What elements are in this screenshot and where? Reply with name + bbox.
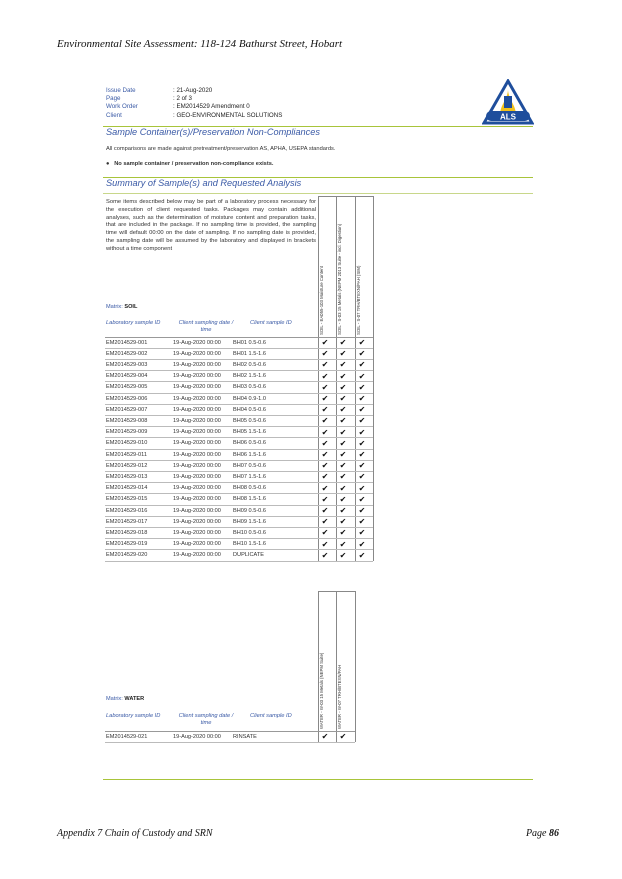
sampling-date: 19-Aug-2020 00:00 (173, 485, 221, 492)
table-row (105, 382, 376, 393)
meta-row (106, 95, 282, 103)
client-sample-id: BH04 0.5-0.6 (233, 406, 266, 413)
check-icon: ✔ (321, 732, 329, 742)
table-row (105, 471, 376, 482)
table-row (105, 494, 376, 505)
check-icon: ✔ (339, 382, 347, 392)
check-icon: ✔ (321, 360, 329, 370)
lab-sample-id: EM2014529-010 (106, 440, 148, 447)
check-icon: ✔ (339, 427, 347, 437)
table-row (105, 348, 376, 359)
lab-sample-id: EM2014529-020 (106, 552, 148, 559)
check-icon: ✔ (358, 416, 366, 426)
client-sample-id: DUPLICATE (233, 552, 264, 559)
check-icon: ✔ (321, 394, 329, 404)
lab-sample-id: EM2014529-017 (106, 518, 148, 525)
meta-row (106, 87, 282, 95)
table-row (105, 359, 376, 370)
client-sample-id: BH10 0.5-0.6 (233, 529, 266, 536)
check-icon: ✔ (321, 483, 329, 493)
check-icon: ✔ (339, 394, 347, 404)
check-icon: ✔ (321, 539, 329, 549)
client-sample-id: BH05 1.5-1.6 (233, 429, 266, 436)
analysis-header: SOIL - S-07 TRH/BTEXN/PAH (SIM) (356, 265, 361, 335)
check-icon: ✔ (358, 338, 366, 348)
table-row (105, 731, 376, 742)
check-icon: ✔ (339, 732, 347, 742)
check-icon: ✔ (339, 450, 347, 460)
client-sample-id: BH09 0.5-0.6 (233, 507, 266, 514)
meta-key: Page (106, 95, 121, 103)
footer-appendix: Appendix 7 Chain of Custody and SRN (57, 828, 213, 839)
check-icon: ✔ (358, 394, 366, 404)
check-icon: ✔ (339, 539, 347, 549)
matrix-label-soil: Matrix: SOIL (106, 304, 138, 310)
check-icon: ✔ (339, 438, 347, 448)
check-icon: ✔ (321, 416, 329, 426)
check-icon: ✔ (358, 472, 366, 482)
check-icon: ✔ (339, 338, 347, 348)
lab-sample-id: EM2014529-008 (106, 417, 148, 424)
meta-value: : 2 of 3 (173, 95, 192, 103)
lab-sample-id: EM2014529-003 (106, 361, 148, 368)
als-logo (482, 79, 534, 127)
sampling-date: 19-Aug-2020 00:00 (173, 541, 221, 548)
client-sample-id: BH02 1.5-1.6 (233, 373, 266, 380)
check-icon: ✔ (358, 405, 366, 415)
col-head-client-id: Client sample ID (250, 320, 292, 326)
section-title-summary: Summary of Sample(s) and Requested Analysis (106, 178, 302, 188)
check-icon: ✔ (339, 550, 347, 560)
divider (103, 193, 533, 194)
sampling-date: 19-Aug-2020 00:00 (173, 339, 221, 346)
table-row (105, 539, 376, 550)
footer-page-number: Page 86 (525, 828, 559, 839)
sampling-date: 19-Aug-2020 00:00 (173, 406, 221, 413)
check-icon: ✔ (321, 550, 329, 560)
sampling-date: 19-Aug-2020 00:00 (173, 429, 221, 436)
check-icon: ✔ (321, 472, 329, 482)
client-sample-id: BH10 1.5-1.6 (233, 541, 266, 548)
table-row (105, 427, 376, 438)
client-sample-id: BH07 1.5-1.6 (233, 473, 266, 480)
check-icon: ✔ (339, 472, 347, 482)
check-icon: ✔ (339, 349, 347, 359)
check-icon: ✔ (339, 461, 347, 471)
report-meta (106, 87, 282, 120)
sampling-date: 19-Aug-2020 00:00 (173, 733, 221, 740)
sampling-date: 19-Aug-2020 00:00 (173, 462, 221, 469)
lab-sample-id: EM2014529-019 (106, 541, 148, 548)
table-row (105, 337, 376, 348)
check-icon: ✔ (358, 550, 366, 560)
grid-line (355, 591, 356, 742)
table-row (105, 516, 376, 527)
table-row (105, 371, 376, 382)
table-row (105, 550, 376, 561)
check-icon: ✔ (339, 405, 347, 415)
check-icon: ✔ (358, 349, 366, 359)
check-icon: ✔ (339, 494, 347, 504)
lab-sample-id: EM2014529-011 (106, 451, 147, 458)
check-icon: ✔ (321, 528, 329, 538)
section-title-noncompliance: Sample Container(s)/Preservation Non-Compliances (106, 127, 320, 137)
analysis-header: WATER - W-03 15 Metals (NEPM Suite) (319, 652, 324, 729)
table-row (105, 505, 376, 516)
check-icon: ✔ (339, 517, 347, 527)
meta-value: : 21-Aug-2020 (173, 87, 213, 94)
grid-line (318, 196, 373, 197)
check-icon: ✔ (339, 528, 347, 538)
check-icon: ✔ (358, 371, 366, 381)
client-sample-id: BH08 1.5-1.6 (233, 496, 266, 503)
client-sample-id: BH06 0.5-0.6 (233, 440, 266, 447)
table-row (105, 438, 376, 449)
col-head-lab-id: Laboratory sample ID (106, 320, 161, 326)
check-icon: ✔ (358, 461, 366, 471)
sampling-date: 19-Aug-2020 00:00 (173, 552, 221, 559)
check-icon: ✔ (321, 506, 329, 516)
lab-sample-id: EM2014529-014 (106, 485, 148, 492)
client-sample-id: BH05 0.5-0.6 (233, 417, 266, 424)
col-head-lab-id: Laboratory sample ID (106, 713, 161, 719)
lab-sample-id: EM2014529-005 (106, 384, 148, 391)
client-sample-id: BH09 1.5-1.6 (233, 518, 266, 525)
lab-sample-id: EM2014529-018 (106, 529, 148, 536)
client-sample-id: BH07 0.5-0.6 (233, 462, 266, 469)
client-sample-id: BH08 0.5-0.6 (233, 485, 266, 492)
bullet-icon: ● (106, 161, 115, 167)
sampling-date: 19-Aug-2020 00:00 (173, 473, 221, 480)
check-icon: ✔ (321, 371, 329, 381)
table-row (105, 483, 376, 494)
check-icon: ✔ (358, 360, 366, 370)
check-icon: ✔ (321, 461, 329, 471)
sampling-date: 19-Aug-2020 00:00 (173, 518, 221, 525)
check-icon: ✔ (321, 405, 329, 415)
check-icon: ✔ (339, 360, 347, 370)
summary-paragraph: Some items described below may be part of a laboratory process necessary for the execution of client requested tasks. Packages may contain additional analyses, such as the determination of moisture content and preparation tasks, that are included in the package. If no sampling time is provided, the sampling time will default 00:00 on the date of sampling. If no sampling date is provided, the sampling date will be assumed by the laboratory and displayed in brackets without a time component (106, 199, 316, 252)
table-row (105, 415, 376, 426)
meta-value: : EM2014529 Amendment 0 (173, 103, 250, 111)
client-sample-id: BH01 0.5-0.6 (233, 339, 266, 346)
check-icon: ✔ (358, 506, 366, 516)
sampling-date: 19-Aug-2020 00:00 (173, 361, 221, 368)
sampling-date: 19-Aug-2020 00:00 (173, 350, 221, 357)
meta-row (106, 103, 282, 111)
sampling-date: 19-Aug-2020 00:00 (173, 384, 221, 391)
lab-sample-id: EM2014529-004 (106, 373, 148, 380)
check-icon: ✔ (321, 517, 329, 527)
sampling-date: 19-Aug-2020 00:00 (173, 507, 221, 514)
client-sample-id: RINSATE (233, 733, 257, 740)
sampling-date: 19-Aug-2020 00:00 (173, 417, 221, 424)
client-sample-id: BH04 0.9-1.0 (233, 395, 266, 402)
check-icon: ✔ (339, 483, 347, 493)
lab-sample-id: EM2014529-012 (106, 462, 148, 469)
check-icon: ✔ (358, 450, 366, 460)
meta-value: : GEO-ENVIRONMENTAL SOLUTIONS (173, 111, 283, 119)
analysis-header: SOIL - S-03 15 Metals (NEPM 2013 Suite - incl. Digestion) (337, 223, 342, 335)
table-row (105, 449, 376, 460)
col-head-sampling-date: Client sampling date / time (178, 320, 234, 333)
table-row (105, 393, 376, 404)
client-sample-id: BH06 1.5-1.6 (233, 451, 266, 458)
sampling-date: 19-Aug-2020 00:00 (173, 440, 221, 447)
lab-sample-id: EM2014529-015 (106, 496, 148, 503)
check-icon: ✔ (321, 349, 329, 359)
noncompliance-bullet: ● No sample container / preservation non-compliance exists. (106, 161, 274, 167)
check-icon: ✔ (339, 506, 347, 516)
client-sample-id: BH03 0.5-0.6 (233, 384, 266, 391)
lab-sample-id: EM2014529-021 (106, 733, 148, 740)
meta-key: Issue Date (106, 87, 136, 94)
document-header: Environmental Site Assessment: 118-124 Bathurst Street, Hobart (57, 38, 343, 50)
meta-key: Work Order (106, 103, 138, 111)
table-row (105, 404, 376, 415)
lab-sample-id: EM2014529-002 (106, 350, 148, 357)
lab-sample-id: EM2014529-009 (106, 429, 148, 436)
check-icon: ✔ (321, 438, 329, 448)
lab-sample-id: EM2014529-006 (106, 395, 148, 402)
logo-text: ALS (500, 112, 516, 122)
divider (103, 779, 533, 780)
sampling-date: 19-Aug-2020 00:00 (173, 451, 221, 458)
check-icon: ✔ (358, 528, 366, 538)
client-sample-id: BH02 0.5-0.6 (233, 361, 266, 368)
check-icon: ✔ (321, 427, 329, 437)
client-sample-id: BH01 1.5-1.6 (233, 350, 266, 357)
matrix-label-water: Matrix: WATER (106, 696, 145, 702)
meta-key: Client (106, 111, 122, 119)
check-icon: ✔ (358, 483, 366, 493)
check-icon: ✔ (358, 438, 366, 448)
check-icon: ✔ (358, 382, 366, 392)
col-head-sampling-date: Client sampling date / time (178, 713, 234, 726)
lab-sample-id: EM2014529-007 (106, 406, 148, 413)
check-icon: ✔ (321, 382, 329, 392)
check-icon: ✔ (358, 427, 366, 437)
table-row (105, 527, 376, 538)
grid-line (318, 591, 355, 592)
check-icon: ✔ (358, 494, 366, 504)
check-icon: ✔ (321, 494, 329, 504)
table-row (105, 460, 376, 471)
check-icon: ✔ (358, 517, 366, 527)
sampling-date: 19-Aug-2020 00:00 (173, 529, 221, 536)
analysis-header: WATER - W-07 TRH/BTEXN/PAH (337, 664, 342, 729)
lab-sample-id: EM2014529-016 (106, 507, 148, 514)
analysis-header: SOIL - EA055-103 Moisture Content (319, 266, 324, 335)
lab-sample-id: EM2014529-001 (106, 339, 148, 346)
lab-sample-id: EM2014529-013 (106, 473, 148, 480)
check-icon: ✔ (339, 371, 347, 381)
sampling-date: 19-Aug-2020 00:00 (173, 395, 221, 402)
check-icon: ✔ (321, 450, 329, 460)
comparison-note: All comparisons are made against pretreatment/preservation AS, APHA, USEPA standards. (106, 146, 336, 152)
meta-row (106, 112, 282, 120)
sampling-date: 19-Aug-2020 00:00 (173, 496, 221, 503)
check-icon: ✔ (339, 416, 347, 426)
col-head-client-id: Client sample ID (250, 713, 292, 719)
sampling-date: 19-Aug-2020 00:00 (173, 373, 221, 380)
check-icon: ✔ (321, 338, 329, 348)
check-icon: ✔ (358, 539, 366, 549)
